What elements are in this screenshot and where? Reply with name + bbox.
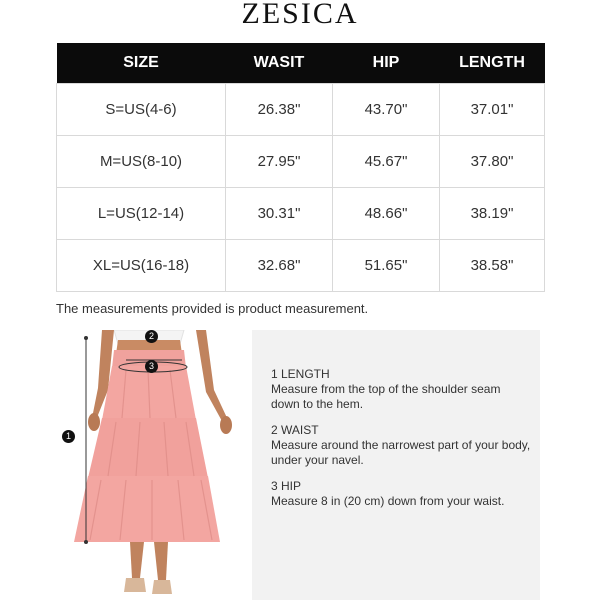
length-cell: 37.80" xyxy=(440,136,545,188)
table-row xyxy=(57,240,545,292)
hip-cell: 51.65" xyxy=(333,240,440,292)
brand-logo: ZESICA xyxy=(241,0,359,30)
waist-cell: 27.95" xyxy=(226,136,333,188)
length-cell: 37.01" xyxy=(440,84,545,136)
length-cell: 38.19" xyxy=(440,188,545,240)
table-row xyxy=(57,136,545,188)
size-cell: S=US(4-6) xyxy=(57,84,226,136)
size-chart-table xyxy=(56,43,545,292)
instruction-title: 3 HIP xyxy=(271,479,302,493)
hip-cell: 48.66" xyxy=(333,188,440,240)
hip-cell: 45.67" xyxy=(333,136,440,188)
header-length: LENGTH xyxy=(440,43,545,84)
waist-cell: 26.38" xyxy=(226,84,333,136)
hip-cell: 43.70" xyxy=(333,84,440,136)
waist-cell: 32.68" xyxy=(226,240,333,292)
instruction-title: 2 WAIST xyxy=(271,423,319,437)
instruction-length xyxy=(271,367,531,412)
table-row xyxy=(57,84,545,136)
table-row xyxy=(57,188,545,240)
table-header-row xyxy=(57,43,545,84)
size-cell: XL=US(16-18) xyxy=(57,240,226,292)
size-cell: L=US(12-14) xyxy=(57,188,226,240)
length-cell: 38.58" xyxy=(440,240,545,292)
marker-length: 1 xyxy=(62,430,75,443)
instruction-waist xyxy=(271,423,531,468)
instruction-text: Measure from the top of the shoulder seam down to the hem. xyxy=(271,382,501,411)
instruction-text: Measure around the narrowest part of your body, under your navel. xyxy=(271,438,531,467)
header-waist: WASIT xyxy=(226,43,333,84)
measurement-note: The measurements provided is product measurement. xyxy=(56,301,369,316)
measurement-instructions-panel xyxy=(252,330,540,600)
marker-waist: 2 xyxy=(145,330,158,343)
size-cell: M=US(8-10) xyxy=(57,136,226,188)
model-photo xyxy=(56,330,248,600)
header-size: SIZE xyxy=(57,43,226,84)
instruction-title: 1 LENGTH xyxy=(271,367,330,381)
instruction-text: Measure 8 in (20 cm) down from your waist. xyxy=(271,494,505,508)
header-hip: HIP xyxy=(333,43,440,84)
waist-cell: 30.31" xyxy=(226,188,333,240)
marker-hip: 3 xyxy=(145,360,158,373)
instruction-hip xyxy=(271,479,531,509)
